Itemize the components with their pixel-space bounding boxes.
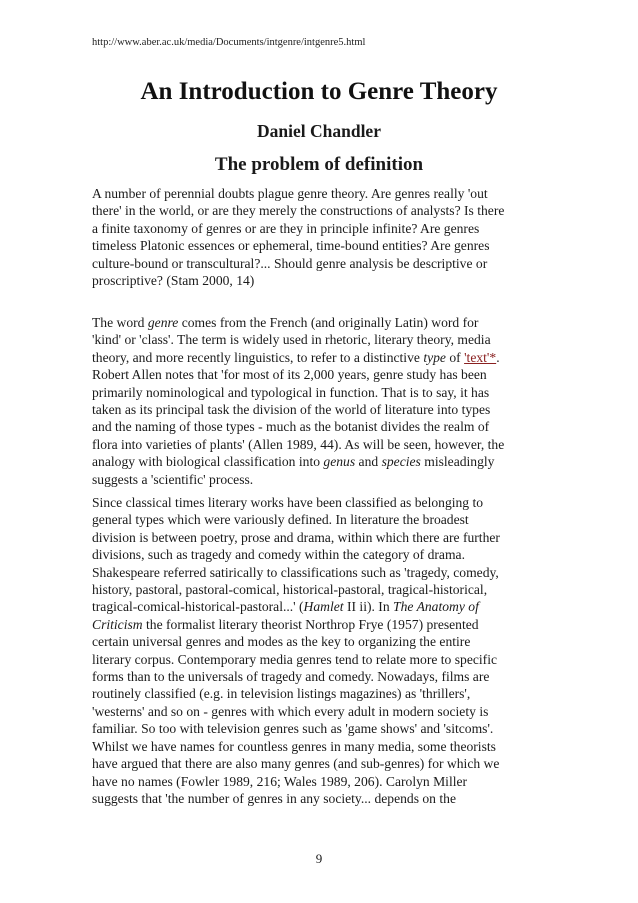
text-run: . — [496, 349, 500, 365]
text-line: a finite taxonomy of genres or are they in principle infinite? Are genres — [92, 220, 480, 236]
text-line: forms than to the universals of tragedy and comedy. Nowadays, films are — [92, 669, 490, 685]
text-run: The word — [92, 315, 148, 330]
text-line: suggests a 'scientific' process. — [92, 471, 254, 487]
text-run: analogy with biological classification into — [92, 454, 324, 470]
document-title: An Introduction to Genre Theory — [140, 78, 498, 105]
emphasis-species: species — [381, 454, 421, 470]
text-line — [92, 314, 552, 331]
text-line: flora into varieties of plants' (Allen 1989, 44). As will be seen, however, the — [92, 436, 505, 452]
text-line: 'kind' or 'class'. The term is widely used in rhetoric, literary theory, media — [92, 332, 491, 348]
text-run: theory, and more recently linguistics, to refer to a distinctive — [92, 349, 424, 365]
text-line — [92, 616, 552, 633]
text-run: of — [445, 349, 465, 365]
text-run: the formalist literary theorist Northrop Frye (1957) presented — [142, 616, 479, 632]
text-line: have no names (Fowler 1989, 216; Wales 1989, 206). Carolyn Miller — [92, 773, 468, 789]
text-line — [92, 453, 552, 470]
text-line: 'westerns' and so on - genres with which every adult in modern society is — [92, 703, 489, 719]
text-line: Whilst we have names for countless genres in many media, some theorists — [92, 738, 496, 754]
text-line: literary corpus. Contemporary media genres tend to relate more to specific — [92, 651, 498, 667]
paragraph-1 — [92, 185, 552, 289]
text-line: history, pastoral, pastoral-comical, historical-pastoral, tragical-historical, — [92, 582, 488, 598]
text-line: taken as its principal task the division of the world of literature into types — [92, 402, 491, 418]
text-glossary-link[interactable]: 'text'* — [464, 349, 497, 365]
emphasis-genre: genre — [147, 315, 179, 330]
emphasis-type: type — [423, 349, 446, 365]
page-number: 9 — [315, 851, 323, 866]
text-run: tragical-comical-historical-pastoral...' ( — [92, 599, 304, 615]
paragraph-2 — [92, 314, 552, 488]
source-url: http://www.aber.ac.uk/media/Documents/intgenre/intgenre5.html — [92, 37, 366, 48]
author-name: Daniel Chandler — [257, 121, 381, 141]
paragraph-3 — [92, 494, 552, 807]
text-line — [92, 598, 552, 615]
text-line: have argued that there are also many genres (and sub-genres) for which we — [92, 756, 500, 772]
emphasis-genus: genus — [323, 454, 356, 470]
section-heading: The problem of definition — [214, 154, 424, 175]
text-line: Robert Allen notes that 'for most of its 2,000 years, genre study has been — [92, 367, 487, 383]
text-line: primarily nominological and typological in function. That is to say, it has — [92, 384, 490, 400]
emphasis-anatomy: The Anatomy of — [393, 599, 479, 615]
emphasis-criticism: Criticism — [92, 616, 143, 632]
emphasis-hamlet: Hamlet — [303, 599, 344, 615]
text-line — [92, 349, 552, 366]
text-line: there' in the world, or are they merely the constructions of analysts? Is there — [92, 203, 505, 219]
text-line: routinely classified (e.g. in television listings magazines) as 'thrillers', — [92, 686, 471, 702]
text-line: general types which were variously defined. In literature the broadest — [92, 512, 469, 528]
text-line: familiar. So too with television genres such as 'game shows' and 'sitcoms'. — [92, 721, 494, 737]
text-line: A number of perennial doubts plague genre theory. Are genres really 'out — [92, 186, 488, 201]
text-line: culture-bound or transcultural?... Should genre analysis be descriptive or — [92, 255, 488, 271]
text-line: Since classical times literary works have been classified as belonging to — [92, 495, 484, 510]
text-run: and — [355, 454, 382, 470]
text-line: timeless Platonic essences or ephemeral, time-bound entities? Are genres — [92, 238, 490, 254]
text-line: Shakespeare referred satirically to classifications such as 'tragedy, comedy, — [92, 564, 499, 580]
text-line: suggests that 'the number of genres in any society... depends on the — [92, 790, 456, 806]
text-line: and the naming of those types - much as the botanist divides the realm of — [92, 419, 490, 435]
text-line: proscriptive? (Stam 2000, 14) — [92, 273, 255, 289]
text-run: misleadingly — [420, 454, 495, 470]
text-line: division is between poetry, prose and drama, within which there are further — [92, 529, 500, 545]
text-run: II ii). In — [343, 599, 394, 615]
text-run: comes from the French (and originally Latin) word for — [178, 315, 479, 330]
text-line: divisions, such as tragedy and comedy within the category of drama. — [92, 547, 465, 563]
text-line: certain universal genres and modes as the key to organizing the entire — [92, 634, 471, 650]
